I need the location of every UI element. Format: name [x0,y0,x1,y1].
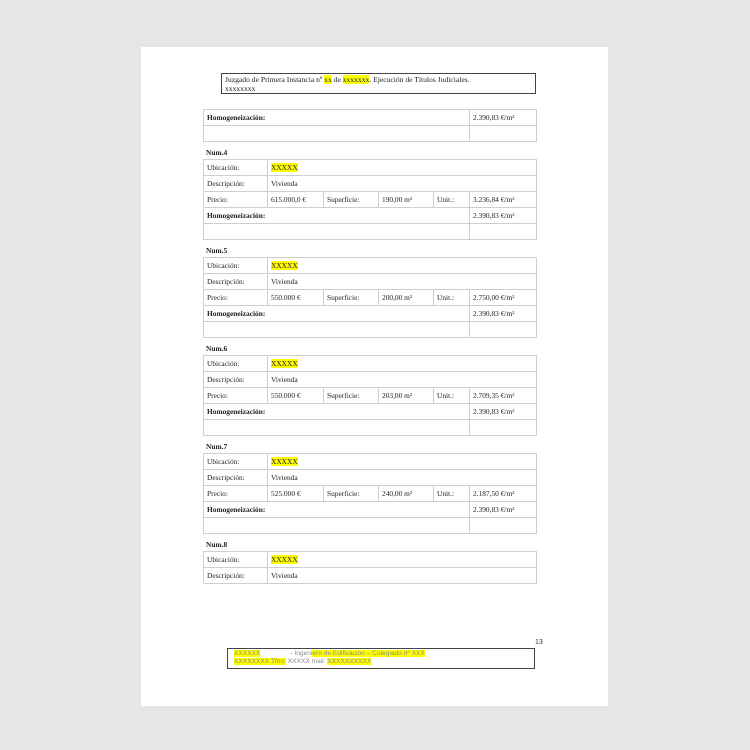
ubicacion-label: Ubicación: [204,552,268,568]
precio-row [204,486,537,502]
ubicacion-row [204,258,537,274]
descripcion-value: Vivienda [268,372,537,388]
descripcion-value: Vivienda [268,176,537,192]
homog-row [204,502,537,518]
descripcion-value: Vivienda [268,568,537,584]
precio-label: Precio: [204,388,268,404]
homog-value: 2.390,83 €/m² [470,404,537,420]
unit-label: Unit.: [434,388,470,404]
property-entry [203,436,536,534]
empty-cell [204,126,470,142]
homog-label: Homogeneización: [204,110,470,126]
property-entry [203,240,536,338]
property-entry [203,142,536,240]
precio-label: Precio: [204,290,268,306]
homog-value: 2.390,83 €/m² [470,502,537,518]
entry-title: Num.8 [206,540,228,549]
descripcion-row [204,568,537,584]
ubicacion-label: Ubicación: [204,454,268,470]
homog-label: Homogeneización: [204,306,470,322]
precio-row [204,290,537,306]
ubicacion-row [204,356,537,372]
descripcion-label: Descripción: [204,470,268,486]
ubicacion-value-cell [268,258,537,274]
superficie-label: Superficie: [324,486,379,502]
unit-value: 2.187,50 €/m² [470,486,537,502]
descripcion-label: Descripción: [204,176,268,192]
entry-table [203,551,537,584]
homog-label: Homogeneización: [204,502,470,518]
superficie-value: 190,00 m² [379,192,434,208]
superficie-value: 203,00 m² [379,388,434,404]
empty-cell [204,518,470,534]
entry-title: Num.5 [206,246,228,255]
entry-table [203,453,537,534]
items-list [203,142,536,584]
property-entry [203,534,536,584]
homog-row [204,306,537,322]
ubicacion-label: Ubicación: [204,356,268,372]
document-page [141,47,608,706]
precio-label: Precio: [204,192,268,208]
descripcion-label: Descripción: [204,568,268,584]
entry-title: Num.6 [206,344,228,353]
homog-value: 2.390,83 €/m² [470,306,537,322]
page-header [221,73,536,94]
unit-value: 2.709,35 €/m² [470,388,537,404]
entry-table [203,355,537,436]
ubicacion-value: XXXXX [271,555,298,564]
empty-row [204,322,537,338]
empty-cell [204,322,470,338]
empty-cell [470,126,537,142]
header-court-number: xx [324,75,332,84]
superficie-label: Superficie: [324,388,379,404]
ubicacion-row [204,552,537,568]
empty-cell [204,420,470,436]
descripcion-row [204,274,537,290]
descripcion-label: Descripción: [204,274,268,290]
ubicacion-row [204,160,537,176]
header-text-1: Juzgado de Primera Instancia nº [225,75,325,84]
unit-label: Unit.: [434,290,470,306]
descripcion-label: Descripción: [204,372,268,388]
header-text-3: . Ejecución de Títulos Judiciales. [369,75,470,84]
descripcion-value: Vivienda [268,274,537,290]
ubicacion-value: XXXXX [271,261,298,270]
footer-name: XXXXXX [234,650,261,657]
empty-cell [470,518,537,534]
ubicacion-value-cell [268,160,537,176]
entry-title: Num.4 [206,148,228,157]
ubicacion-value-cell [268,454,537,470]
footer-title-b: ero de Edificación – Colegiado nº XXX [312,650,425,657]
ubicacion-value: XXXXX [271,163,298,172]
header-text-2: de [331,75,343,84]
header-line-2: xxxxxxxx [225,84,256,93]
homog-row [204,404,537,420]
unit-label: Unit.: [434,486,470,502]
entry-title: Num.7 [206,442,228,451]
homog-row [204,208,537,224]
empty-row [204,420,537,436]
homog-value: 2.390,83 €/m² [470,208,537,224]
ubicacion-value: XXXXX [271,359,298,368]
ubicacion-value: XXXXX [271,457,298,466]
entry-table [203,257,537,338]
homog-label: Homogeneización: [204,208,470,224]
precio-value: 550.000 € [268,388,324,404]
superficie-value: 240,00 m² [379,486,434,502]
homog-label: Homogeneización: [204,404,470,420]
ubicacion-label: Ubicación: [204,160,268,176]
footer-title-a: - Ingeni [290,650,313,657]
empty-cell [470,224,537,240]
empty-cell [470,420,537,436]
descripcion-value: Vivienda [268,470,537,486]
descripcion-row [204,176,537,192]
ubicacion-value-cell [268,552,537,568]
precio-row [204,192,537,208]
entry-table [203,159,537,240]
page-number: 13 [535,639,543,646]
homog-value: 2.390,83 €/m² [470,110,537,126]
footer-phone-label: XXXXXXXX Tfno: [234,658,286,665]
footer-mail-label: XXXXX mail: [285,658,328,665]
property-entry [203,338,536,436]
descripcion-row [204,372,537,388]
unit-value: 3.236,84 €/m² [470,192,537,208]
page-footer [227,648,535,669]
superficie-label: Superficie: [324,192,379,208]
descripcion-row [204,470,537,486]
empty-cell [470,322,537,338]
document-body [203,109,536,584]
header-court-place: xxxxxxx [342,75,370,84]
unit-label: Unit.: [434,192,470,208]
homog-table-top [203,109,537,142]
superficie-label: Superficie: [324,290,379,306]
precio-value: 550.000 € [268,290,324,306]
footer-mail: XXXXXXXXXX [327,658,372,665]
precio-row [204,388,537,404]
ubicacion-value-cell [268,356,537,372]
empty-row [204,518,537,534]
ubicacion-row [204,454,537,470]
precio-value: 615.000,0 € [268,192,324,208]
ubicacion-label: Ubicación: [204,258,268,274]
unit-value: 2.750,00 €/m² [470,290,537,306]
empty-cell [204,224,470,240]
superficie-value: 200,00 m² [379,290,434,306]
precio-label: Precio: [204,486,268,502]
empty-row [204,224,537,240]
precio-value: 525.000 € [268,486,324,502]
